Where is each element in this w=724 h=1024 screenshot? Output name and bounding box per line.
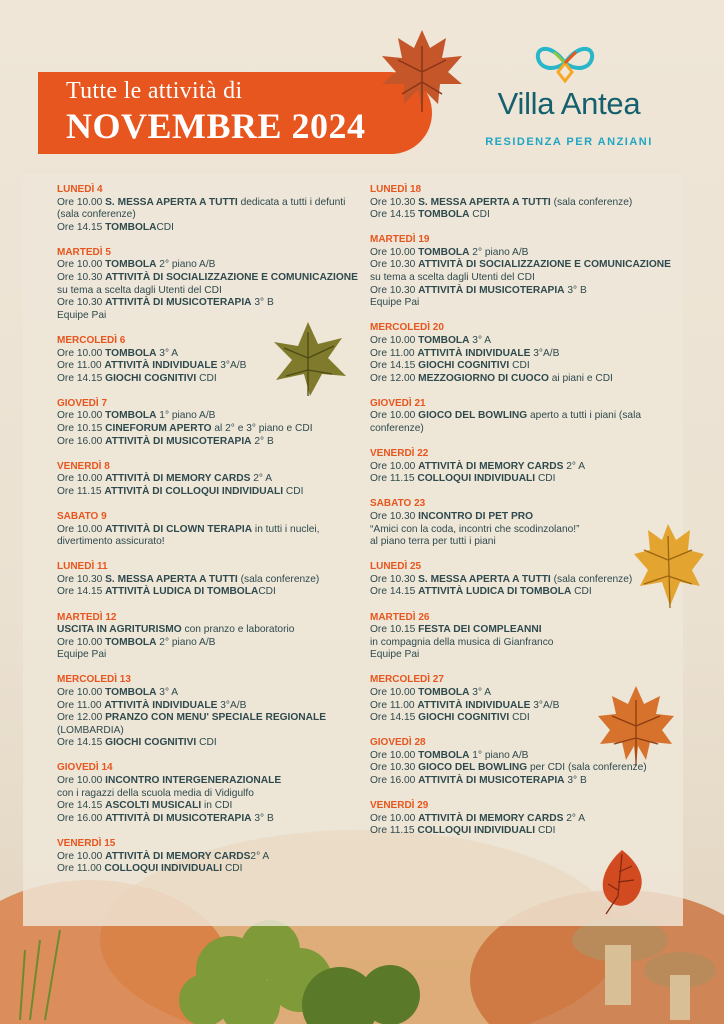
day-heading: SABATO 23 [370,498,426,510]
activity-text: Ore 11.00 [57,360,105,372]
title-line1: Tutte le attività di [66,78,243,104]
activity-line [57,687,357,700]
activity-name: GIOCHI COGNITIVI [418,360,510,372]
activity-name: ATTIVITÀ DI MUSICOTERAPIA [105,297,252,309]
activity-name: COLLOQUI INDIVIDUALI [417,825,536,837]
activity-name: S. MESSA APERTA A TUTTI [418,196,551,208]
activity-line [57,637,357,650]
activity-line [370,373,690,386]
activity-text: 3° A [469,334,492,346]
activity-text: Ore 10.30 [57,272,106,284]
schedule-right-column [370,184,690,850]
activity-text: Ore 10.30 [370,196,419,208]
activity-text: 3° B [564,284,587,296]
activity-text: 1° piano A/B [156,410,216,422]
activity-line [370,750,690,763]
activity-line [370,272,690,285]
activity-name: ATTIVITÀ DI MEMORY CARDS [418,812,564,824]
activity-line [57,486,357,499]
activity-text: 2° A [563,812,586,824]
day-block [57,511,357,549]
activity-name: ATTIVITÀ DI MUSICOTERAPIA [418,284,565,296]
activity-name: ATTIVITÀ INDIVIDUALE [417,347,531,359]
activity-text: CDI [222,863,243,875]
activity-name: TOMBOLA [105,636,157,648]
day-heading: GIOVEDÌ 21 [370,397,426,409]
activity-line [57,737,357,750]
activity-text: CDI [156,221,174,233]
day-heading: MERCOLEDÌ 27 [370,674,444,686]
activity-line [57,775,357,788]
activity-line [57,348,357,361]
activity-line [57,360,357,373]
activity-line [370,624,690,637]
activity-text: Ore 10.00 [370,460,419,472]
day-heading: GIOVEDÌ 28 [370,737,426,749]
activity-text: (LOMBARDIA) [57,724,124,736]
activity-text: Ore 10.00 [57,850,106,862]
activity-text: Ore 10.30 [370,284,419,296]
activity-line [370,360,690,373]
schedule-left-column [57,184,357,888]
activity-text: (sala conferenze) [550,573,633,585]
activity-text: CDI [509,712,530,724]
activity-name: ATTIVITÀ INDIVIDUALE [104,360,218,372]
day-block [57,762,357,825]
activity-line [370,762,690,775]
activity-text: 3° A [156,687,179,698]
activity-line [370,209,690,222]
activity-text: Ore 11.15 [57,485,105,497]
activity-name: TOMBOLA [418,246,470,258]
activity-text: Ore 14.15 [370,586,419,598]
day-block [57,561,357,599]
activity-line [370,335,690,348]
activity-text: Ore 16.00 [57,812,106,824]
day-block [370,674,690,724]
activity-name: ATTIVITÀ INDIVIDUALE [104,699,218,711]
activity-text: Ore 10.00 [370,687,419,698]
activity-name: S. MESSA APERTA A TUTTI [418,573,551,585]
activity-line [57,473,357,486]
activity-name: USCITA IN AGRITURISMO [57,624,182,636]
activity-text: in compagnia della musica di Gianfranco [370,636,554,648]
activity-name: ATTIVITÀ DI MEMORY CARDS [105,850,251,862]
activity-text: Ore 10.00 [57,775,106,787]
activity-name: TOMBOLA [105,259,157,271]
activity-line [370,687,690,700]
activity-text: Ore 10.00 [370,334,419,346]
day-block [57,461,357,499]
activity-line [57,297,357,310]
activity-text: al piano terra per tutti i piani [370,536,496,548]
activity-text: 3° A [469,687,492,698]
activity-name: CINEFORUM APERTO [105,423,212,434]
activity-line [57,373,357,386]
activity-text: Ore 10.00 [57,687,106,698]
activity-text: Ore 10.00 [370,246,419,258]
activity-text: Ore 10.00 [370,812,419,824]
activity-name: GIOCO DEL BOWLING [418,410,528,422]
day-heading: LUNEDÌ 25 [370,561,422,573]
activity-line [370,511,690,524]
activity-text: 2° B [251,435,274,447]
activity-line [57,712,357,725]
day-heading: VENERDÌ 29 [370,800,429,812]
activity-name: COLLOQUI INDIVIDUALI [104,863,223,875]
activity-line [57,813,357,826]
day-heading: MARTEDÌ 19 [370,234,430,246]
activity-text: Ore 10.30 [370,573,419,585]
activity-text: 3°A/B [530,347,560,359]
activity-name: FESTA DEI COMPLEANNI [418,624,542,636]
activity-text: 2° piano A/B [469,246,529,258]
activity-text: Equipe Pai [370,297,420,309]
activity-line [57,725,357,738]
activity-line [370,461,690,474]
activity-name: INCONTRO DI PET PRO [418,510,534,522]
activity-text: Ore 10.30 [57,297,106,309]
activity-name: ATTIVITÀ INDIVIDUALE [417,699,531,711]
day-block [57,674,357,750]
day-block [370,184,690,222]
day-heading: GIOVEDÌ 14 [57,762,113,774]
activity-line [370,410,690,435]
activity-text: Ore 11.15 [370,473,418,485]
activity-text: Ore 10.15 [370,624,419,636]
activity-text: Ore 10.00 [370,749,419,761]
activity-text: Ore 16.00 [57,435,106,447]
activity-text: 2° A [250,850,270,862]
activity-text: Equipe Pai [370,649,420,661]
activity-line [370,825,690,838]
activity-text: Ore 12.00 [57,712,106,724]
activity-line [370,285,690,298]
day-heading: MERCOLEDÌ 13 [57,674,131,686]
activity-line [57,700,357,713]
activity-text: Ore 16.00 [370,775,419,787]
activity-line [57,423,357,436]
activity-text: “Amici con la coda, incontri che scodinzolano!” [370,523,580,535]
day-block [57,612,357,662]
activity-line [370,700,690,713]
activity-line [370,259,690,272]
activity-text: 3° B [251,297,274,309]
activity-line [57,222,357,235]
activity-text: CDI [196,737,217,749]
activity-text: Ore 14.15 [57,372,106,384]
activity-name: TOMBOLA [105,221,157,233]
activity-name: TOMBOLA [418,334,470,346]
activity-line [370,524,690,537]
activity-line [57,272,357,285]
activity-line [57,863,357,876]
activity-text: 2° piano A/B [156,636,216,648]
activity-text: Ore 10.00 [57,473,106,485]
activity-text: CDI [509,360,530,372]
day-block [57,838,357,876]
activity-text: Ore 10.15 [57,423,106,434]
activity-text: CDI [469,209,490,221]
activity-text: Ore 14.15 [57,586,106,598]
butterfly-logo-icon [532,42,598,84]
activity-text: Ore 14.15 [370,712,419,724]
activity-text: Ore 10.00 [57,259,106,271]
villa-antea-logo [474,42,674,162]
day-block [370,448,690,486]
activity-name: ATTIVITÀ LUDICA DI TOMBOLA [418,586,572,598]
day-block [370,234,690,310]
activity-text: Ore 10.00 [57,523,106,535]
activity-text: Equipe Pai [57,309,107,321]
activity-text: CDI [283,485,304,497]
day-block [370,498,690,548]
day-block [57,398,357,448]
activity-text: Ore 14.15 [57,221,106,233]
activity-line [57,851,357,864]
activity-name: MEZZOGIORNO DI CUOCO [418,372,549,384]
activity-line [370,536,690,549]
activity-text: Ore 10.30 [370,762,419,774]
activity-text: 2° A [563,460,586,472]
activity-line [57,310,357,323]
activity-text: su tema a scelta dagli Utenti del CDI [370,272,535,284]
day-block [57,184,357,234]
activity-text: Ore 14.15 [370,360,419,372]
activity-text: 3°A/B [530,699,560,711]
day-heading: GIOVEDÌ 7 [57,397,108,409]
day-heading: MARTEDÌ 26 [370,611,430,623]
activity-text: aperto a tutti i piani (sala conferenze) [370,410,642,434]
activity-text: (sala conferenze) [550,196,633,208]
activity-line [57,800,357,813]
activity-name: ATTIVITÀ DI MEMORY CARDS [105,473,251,485]
activity-name: ATTIVITÀ DI MUSICOTERAPIA [418,775,565,787]
activity-text: Ore 10.00 [57,410,106,422]
title-banner [38,72,432,154]
activity-name: ATTIVITÀ DI MUSICOTERAPIA [105,812,252,824]
activity-line [370,197,690,210]
day-block [370,322,690,385]
activity-line [57,586,357,599]
day-heading: VENERDÌ 8 [57,460,110,472]
activity-line [57,410,357,423]
day-heading: VENERDÌ 15 [57,837,116,849]
activity-name: PRANZO CON MENU' SPECIALE REGIONALE [105,712,327,724]
title-line2: NOVEMBRE 2024 [66,106,366,146]
activity-name: ASCOLTI MUSICALI [105,800,202,812]
activity-text: ai piani e CDI [548,372,613,384]
day-block [57,335,357,385]
activity-name: ATTIVITÀ DI COLLOQUI INDIVIDUALI [104,485,284,497]
activity-text: Equipe Pai [57,649,107,661]
activity-name: ATTIVITÀ DI MUSICOTERAPIA [105,435,252,447]
activity-text: Ore 11.00 [57,863,105,875]
activity-line [57,524,357,549]
activity-text: in tutti i nuclei, divertimento assicurato! [57,523,320,548]
activity-line [370,813,690,826]
activity-name: ATTIVITÀ DI CLOWN TERAPIA [105,523,253,535]
activity-text: 3° B [251,812,274,824]
day-block [370,398,690,436]
logo-name: Villa Antea [497,86,641,121]
activity-name: TOMBOLA [105,410,157,422]
activity-name: TOMBOLA [418,749,470,761]
activity-text: Ore 14.15 [57,800,106,812]
activity-text: con i ragazzi della scuola media di Vidigulfo [57,787,254,799]
day-heading: VENERDÌ 22 [370,448,429,460]
activity-text: 3°A/B [217,360,247,372]
activity-text: 3° B [564,775,587,787]
activity-text: con pranzo e laboratorio [181,624,295,636]
activity-text: Ore 11.00 [370,347,418,359]
activity-name: COLLOQUI INDIVIDUALI [417,473,536,485]
activity-line [57,788,357,801]
day-block [370,612,690,662]
maple-leaf-icon [376,26,468,116]
day-heading: LUNEDÌ 4 [57,184,103,195]
activity-name: ATTIVITÀ LUDICA DI TOMBOLA [105,586,259,598]
activity-line [370,775,690,788]
activity-text: Ore 12.00 [370,372,419,384]
activity-text: Ore 11.15 [370,825,418,837]
activity-line [370,297,690,310]
day-heading: SABATO 9 [57,510,107,522]
day-heading: LUNEDÌ 11 [57,561,108,573]
activity-text: CDI [535,473,556,485]
activity-text: 3°A/B [217,699,247,711]
logo-subtitle: RESIDENZA PER ANZIANI [485,136,653,148]
activity-text: Ore 10.30 [57,573,106,585]
activity-name: ATTIVITÀ DI SOCIALIZZAZIONE E COMUNICAZIONE [105,272,358,284]
activity-line [370,637,690,650]
activity-line [370,247,690,260]
activity-text: Ore 14.15 [370,209,419,221]
activity-text: al 2° e 3° piano e CDI [211,423,313,434]
activity-text: CDI [196,372,217,384]
activity-text: CDI [258,586,276,598]
activity-line [370,712,690,725]
activity-text: in CDI [201,800,233,812]
day-block [57,247,357,323]
day-block [370,800,690,838]
activity-text: Ore 10.30 [370,259,419,271]
day-heading: MERCOLEDÌ 20 [370,322,444,334]
activity-line [370,574,690,587]
activity-name: GIOCO DEL BOWLING [418,762,528,774]
day-heading: LUNEDÌ 18 [370,184,422,195]
activity-text: Ore 10.00 [57,347,106,359]
activity-text: 3° A [156,347,179,359]
activity-text: Ore 10.00 [57,636,106,648]
activity-text: Ore 10.30 [370,510,419,522]
day-block [370,737,690,787]
activity-text: Ore 11.00 [57,699,105,711]
activity-name: INCONTRO INTERGENERAZIONALE [105,775,282,787]
activity-text: Ore 10.00 [370,410,419,422]
day-heading: MARTEDÌ 12 [57,611,117,623]
activity-line [57,197,357,222]
activity-line [370,473,690,486]
day-heading: MARTEDÌ 5 [57,246,111,258]
activity-name: TOMBOLA [418,209,470,221]
activity-name: GIOCHI COGNITIVI [418,712,510,724]
activity-line [57,285,357,298]
activity-name: TOMBOLA [105,687,157,698]
day-block [370,561,690,599]
day-heading: MERCOLEDÌ 6 [57,334,126,346]
activity-text: CDI [535,825,556,837]
activity-text: su tema a scelta dagli Utenti del CDI [57,284,222,296]
activity-line [370,348,690,361]
activity-line [57,436,357,449]
activity-name: S. MESSA APERTA A TUTTI [105,196,238,208]
activity-line [57,259,357,272]
activity-text: Ore 10.00 [57,196,106,208]
activity-text: dedicata a tutti i defunti (sala conferenze) [57,196,346,221]
activity-line [370,586,690,599]
activity-line [370,649,690,662]
activity-name: GIOCHI COGNITIVI [105,372,197,384]
activity-text: 2° piano A/B [156,259,216,271]
activity-text: CDI [571,586,592,598]
activity-name: TOMBOLA [418,687,470,698]
activity-line [57,649,357,662]
activity-text: (sala conferenze) [237,573,320,585]
activity-text: per CDI (sala conferenze) [527,762,647,774]
activity-name: GIOCHI COGNITIVI [105,737,197,749]
activity-text: Ore 14.15 [57,737,106,749]
activity-name: ATTIVITÀ DI MEMORY CARDS [418,460,564,472]
activity-name: TOMBOLA [105,347,157,359]
activity-line [57,624,357,637]
activity-name: ATTIVITÀ DI SOCIALIZZAZIONE E COMUNICAZIONE [418,259,671,271]
activity-line [57,574,357,587]
activity-name: S. MESSA APERTA A TUTTI [105,573,238,585]
activity-text: 1° piano A/B [469,749,529,761]
red-leaf-icon [588,846,652,918]
activity-text: 2° A [250,473,273,485]
activity-text: Ore 11.00 [370,699,418,711]
